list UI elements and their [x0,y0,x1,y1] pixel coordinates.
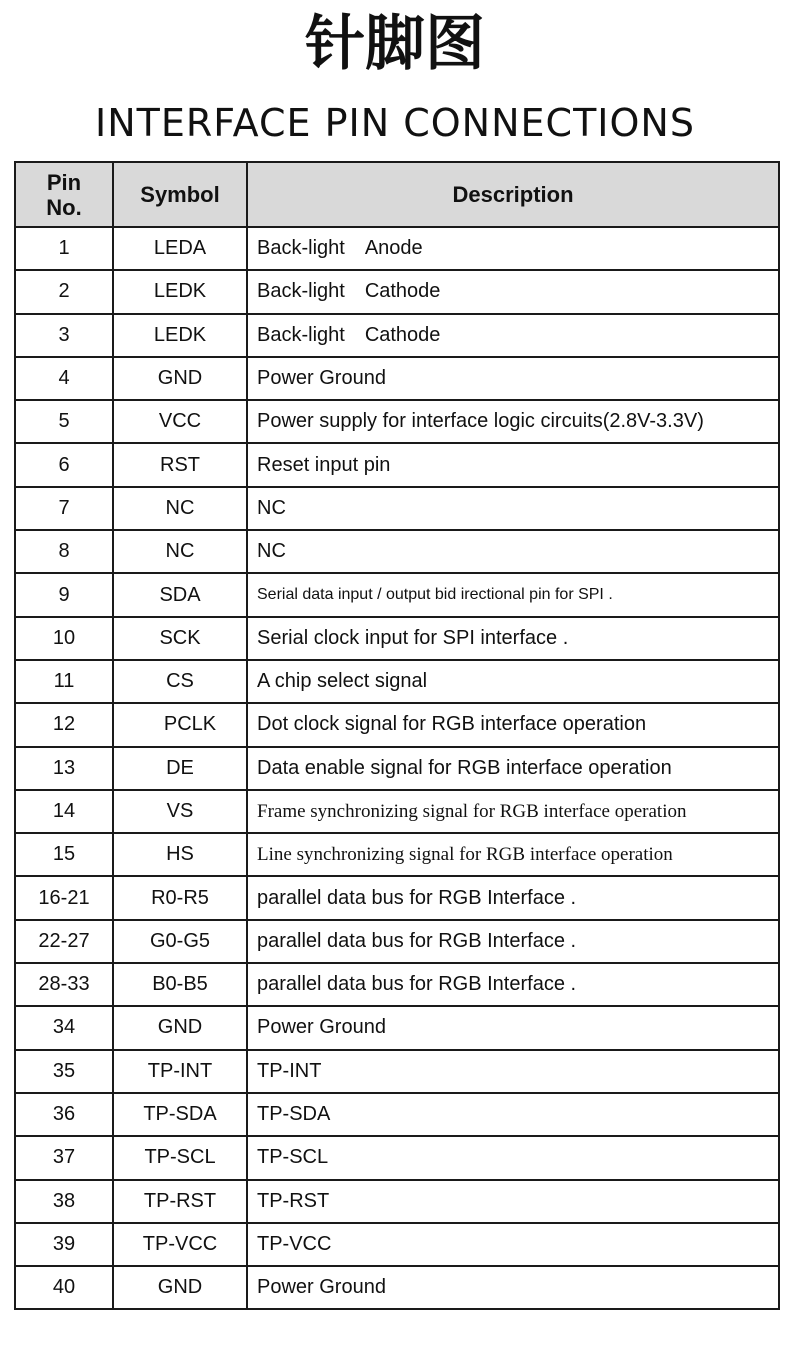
header-symbol: Symbol [113,162,247,227]
table-row [15,487,779,530]
pin-number: 6 [15,443,113,486]
table-row [15,1180,779,1223]
table-row [15,963,779,1006]
table-row [15,443,779,486]
pin-number: 14 [15,790,113,833]
pin-number: 2 [15,270,113,313]
pin-number: 4 [15,357,113,400]
table-row [15,1223,779,1266]
pin-number: 5 [15,400,113,443]
pin-symbol: R0-R5 [113,876,247,919]
pin-description: Dot clock signal for RGB interface operation [247,703,779,746]
table-row [15,1266,779,1309]
pin-description: TP-SDA [247,1093,779,1136]
pin-symbol: VCC [113,400,247,443]
header-pin-line1: Pin [46,169,82,195]
header-description: Description [247,162,779,227]
table-row [15,1006,779,1049]
page-title-english: INTERFACE PIN CONNECTIONS [95,101,695,145]
pin-description: NC [247,530,779,573]
pin-symbol: LEDK [113,270,247,313]
pin-symbol: TP-VCC [113,1223,247,1266]
pin-number: 37 [15,1136,113,1179]
pin-symbol: TP-SCL [113,1136,247,1179]
table-row [15,357,779,400]
pin-number: 15 [15,833,113,876]
table-row [15,227,779,270]
pin-number: 12 [15,703,113,746]
pin-symbol: NC [113,530,247,573]
pin-number: 34 [15,1006,113,1049]
table-row [15,790,779,833]
pin-description: TP-RST [247,1180,779,1223]
pin-description: TP-INT [247,1050,779,1093]
pin-description: Power Ground [247,1006,779,1049]
pin-description: NC [247,487,779,530]
pin-symbol: TP-INT [113,1050,247,1093]
table-row [15,617,779,660]
pin-symbol: LEDK [113,314,247,357]
pin-number: 1 [15,227,113,270]
pin-symbol: HS [113,833,247,876]
table-row [15,530,779,573]
pin-connections-table [14,161,780,1310]
pin-number: 13 [15,747,113,790]
page-title-chinese: 针脚图 [305,9,485,79]
pin-description: Frame synchronizing signal for RGB interface operation [247,790,779,833]
pin-number: 10 [15,617,113,660]
header-pin-line2: No. [46,194,82,220]
table-row [15,747,779,790]
pin-description: parallel data bus for RGB Interface . [247,876,779,919]
pin-description: Reset input pin [247,443,779,486]
table-body [15,227,779,1309]
pin-symbol: RST [113,443,247,486]
pin-symbol: DE [113,747,247,790]
pin-description: Power supply for interface logic circuits(2.8V-3.3V) [247,400,779,443]
pin-symbol: B0-B5 [113,963,247,1006]
pin-description: Back-light Anode [247,227,779,270]
pin-symbol: GND [113,357,247,400]
pin-number: 38 [15,1180,113,1223]
pin-symbol: SDA [113,573,247,616]
pin-symbol: NC [113,487,247,530]
pin-number: 35 [15,1050,113,1093]
pin-description: Line synchronizing signal for RGB interface operation [247,833,779,876]
pin-symbol: LEDA [113,227,247,270]
pin-number: 16-21 [15,876,113,919]
table-row [15,314,779,357]
pin-number: 40 [15,1266,113,1309]
table-row [15,1136,779,1179]
pin-number: 11 [15,660,113,703]
pin-symbol: GND [113,1006,247,1049]
pin-description: TP-SCL [247,1136,779,1179]
pin-number: 39 [15,1223,113,1266]
pin-number: 22-27 [15,920,113,963]
table-row [15,400,779,443]
pin-description: Back-light Cathode [247,270,779,313]
pin-symbol: G0-G5 [113,920,247,963]
table-row [15,1050,779,1093]
pin-number: 3 [15,314,113,357]
pin-number: 7 [15,487,113,530]
table-row [15,1093,779,1136]
pin-description: Serial data input / output bid irectional pin for SPI . [247,573,779,616]
pin-symbol: PCLK [113,703,247,746]
header-pin-no [15,162,113,227]
pin-description: TP-VCC [247,1223,779,1266]
pin-number: 36 [15,1093,113,1136]
pin-number: 28-33 [15,963,113,1006]
pin-description: Back-light Cathode [247,314,779,357]
pin-description: Power Ground [247,357,779,400]
table-row [15,920,779,963]
table-row [15,660,779,703]
pin-symbol: SCK [113,617,247,660]
pin-symbol: CS [113,660,247,703]
table-header [15,162,779,227]
table-row [15,833,779,876]
pin-symbol: GND [113,1266,247,1309]
table-row [15,703,779,746]
pin-description: parallel data bus for RGB Interface . [247,920,779,963]
pin-description: A chip select signal [247,660,779,703]
table-row [15,270,779,313]
pin-symbol: TP-SDA [113,1093,247,1136]
pin-symbol: VS [113,790,247,833]
pin-symbol: TP-RST [113,1180,247,1223]
pin-number: 9 [15,573,113,616]
pin-description: Serial clock input for SPI interface . [247,617,779,660]
table-row [15,876,779,919]
table-row [15,573,779,616]
table-header-row [15,162,779,227]
pin-description: Data enable signal for RGB interface operation [247,747,779,790]
pin-description: parallel data bus for RGB Interface . [247,963,779,1006]
pin-number: 8 [15,530,113,573]
pin-description: Power Ground [247,1266,779,1309]
